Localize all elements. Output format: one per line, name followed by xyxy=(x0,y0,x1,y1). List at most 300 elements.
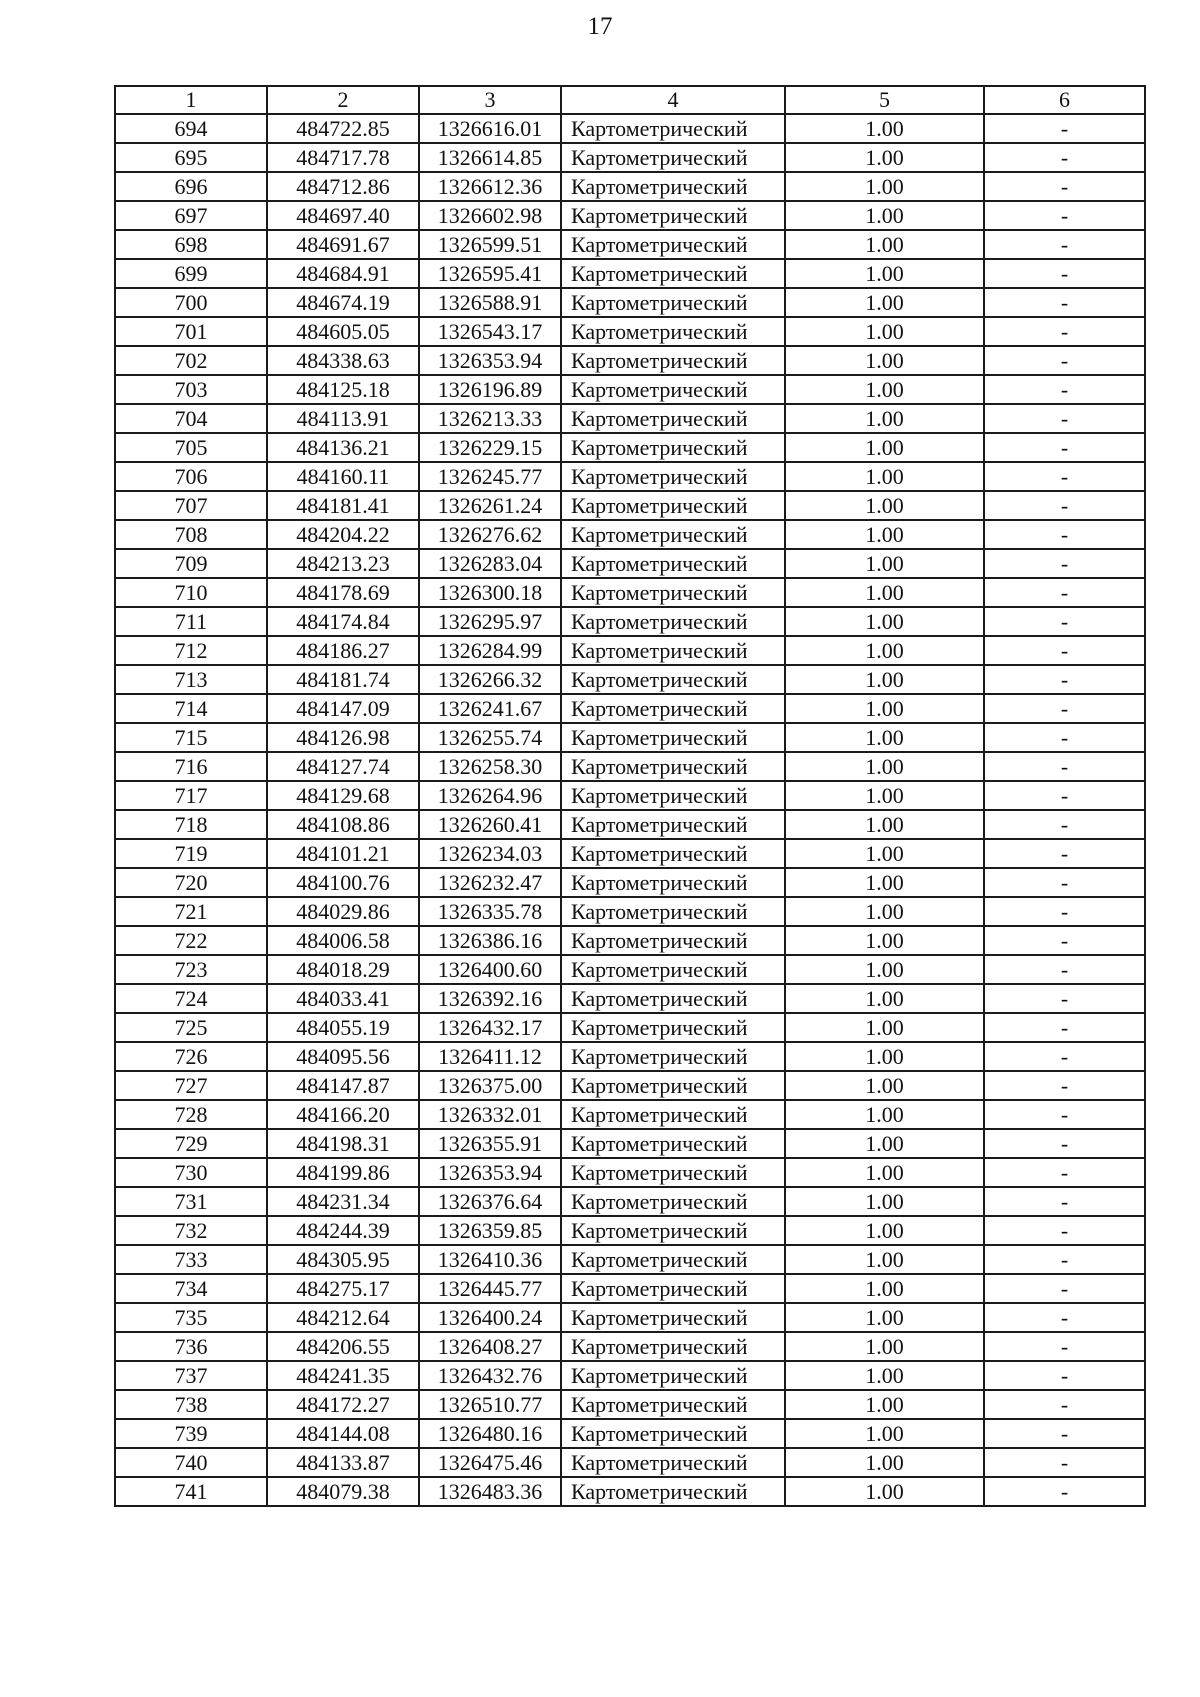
method-cell: Картометрический xyxy=(561,868,785,897)
x-coordinate-cell: 484244.39 xyxy=(267,1216,419,1245)
accuracy-cell: 1.00 xyxy=(785,143,984,172)
y-coordinate-cell: 1326392.16 xyxy=(419,984,561,1013)
y-coordinate-cell: 1326612.36 xyxy=(419,172,561,201)
note-cell: - xyxy=(984,1158,1145,1187)
method-cell: Картометрический xyxy=(561,636,785,665)
note-cell: - xyxy=(984,1129,1145,1158)
method-cell: Картометрический xyxy=(561,433,785,462)
method-cell: Картометрический xyxy=(561,462,785,491)
point-number-cell: 740 xyxy=(115,1448,267,1477)
method-cell: Картометрический xyxy=(561,520,785,549)
note-cell: - xyxy=(984,665,1145,694)
point-number-cell: 736 xyxy=(115,1332,267,1361)
x-coordinate-cell: 484241.35 xyxy=(267,1361,419,1390)
x-coordinate-cell: 484055.19 xyxy=(267,1013,419,1042)
x-coordinate-cell: 484206.55 xyxy=(267,1332,419,1361)
note-cell: - xyxy=(984,1303,1145,1332)
accuracy-cell: 1.00 xyxy=(785,1013,984,1042)
method-cell: Картометрический xyxy=(561,230,785,259)
method-cell: Картометрический xyxy=(561,172,785,201)
y-coordinate-cell: 1326353.94 xyxy=(419,1158,561,1187)
table-row xyxy=(115,433,1145,462)
table-row xyxy=(115,1013,1145,1042)
y-coordinate-cell: 1326353.94 xyxy=(419,346,561,375)
accuracy-cell: 1.00 xyxy=(785,1100,984,1129)
method-cell: Картометрический xyxy=(561,259,785,288)
x-coordinate-cell: 484275.17 xyxy=(267,1274,419,1303)
table-row xyxy=(115,839,1145,868)
x-coordinate-cell: 484684.91 xyxy=(267,259,419,288)
method-cell: Картометрический xyxy=(561,926,785,955)
table-row xyxy=(115,1158,1145,1187)
method-cell: Картометрический xyxy=(561,694,785,723)
point-number-cell: 731 xyxy=(115,1187,267,1216)
note-cell: - xyxy=(984,868,1145,897)
table-row xyxy=(115,984,1145,1013)
point-number-cell: 718 xyxy=(115,810,267,839)
point-number-cell: 695 xyxy=(115,143,267,172)
note-cell: - xyxy=(984,201,1145,230)
point-number-cell: 738 xyxy=(115,1390,267,1419)
x-coordinate-cell: 484186.27 xyxy=(267,636,419,665)
accuracy-cell: 1.00 xyxy=(785,839,984,868)
point-number-cell: 733 xyxy=(115,1245,267,1274)
x-coordinate-cell: 484136.21 xyxy=(267,433,419,462)
accuracy-cell: 1.00 xyxy=(785,404,984,433)
x-coordinate-cell: 484160.11 xyxy=(267,462,419,491)
x-coordinate-cell: 484079.38 xyxy=(267,1477,419,1506)
note-cell: - xyxy=(984,781,1145,810)
accuracy-cell: 1.00 xyxy=(785,288,984,317)
table-row xyxy=(115,1071,1145,1100)
note-cell: - xyxy=(984,607,1145,636)
accuracy-cell: 1.00 xyxy=(785,1158,984,1187)
table-row xyxy=(115,259,1145,288)
y-coordinate-cell: 1326543.17 xyxy=(419,317,561,346)
method-cell: Картометрический xyxy=(561,781,785,810)
table-row xyxy=(115,317,1145,346)
x-coordinate-cell: 484605.05 xyxy=(267,317,419,346)
method-cell: Картометрический xyxy=(561,578,785,607)
y-coordinate-cell: 1326284.99 xyxy=(419,636,561,665)
y-coordinate-cell: 1326245.77 xyxy=(419,462,561,491)
x-coordinate-cell: 484108.86 xyxy=(267,810,419,839)
table-row xyxy=(115,1187,1145,1216)
point-number-cell: 723 xyxy=(115,955,267,984)
x-coordinate-cell: 484147.09 xyxy=(267,694,419,723)
note-cell: - xyxy=(984,288,1145,317)
table-row xyxy=(115,897,1145,926)
method-cell: Картометрический xyxy=(561,288,785,317)
point-number-cell: 732 xyxy=(115,1216,267,1245)
y-coordinate-cell: 1326475.46 xyxy=(419,1448,561,1477)
table-row xyxy=(115,288,1145,317)
x-coordinate-cell: 484213.23 xyxy=(267,549,419,578)
x-coordinate-cell: 484178.69 xyxy=(267,578,419,607)
note-cell: - xyxy=(984,578,1145,607)
table-row xyxy=(115,1303,1145,1332)
point-number-cell: 726 xyxy=(115,1042,267,1071)
method-cell: Картометрический xyxy=(561,752,785,781)
table-row xyxy=(115,868,1145,897)
note-cell: - xyxy=(984,433,1145,462)
method-cell: Картометрический xyxy=(561,1361,785,1390)
note-cell: - xyxy=(984,1013,1145,1042)
table-row xyxy=(115,636,1145,665)
note-cell: - xyxy=(984,259,1145,288)
note-cell: - xyxy=(984,404,1145,433)
method-cell: Картометрический xyxy=(561,1216,785,1245)
y-coordinate-cell: 1326510.77 xyxy=(419,1390,561,1419)
accuracy-cell: 1.00 xyxy=(785,1448,984,1477)
table-row xyxy=(115,781,1145,810)
point-number-cell: 739 xyxy=(115,1419,267,1448)
note-cell: - xyxy=(984,230,1145,259)
accuracy-cell: 1.00 xyxy=(785,897,984,926)
note-cell: - xyxy=(984,462,1145,491)
table-row xyxy=(115,607,1145,636)
accuracy-cell: 1.00 xyxy=(785,868,984,897)
accuracy-cell: 1.00 xyxy=(785,723,984,752)
accuracy-cell: 1.00 xyxy=(785,955,984,984)
point-number-cell: 702 xyxy=(115,346,267,375)
table-row xyxy=(115,1419,1145,1448)
method-cell: Картометрический xyxy=(561,810,785,839)
table-row xyxy=(115,665,1145,694)
y-coordinate-cell: 1326410.36 xyxy=(419,1245,561,1274)
table-row xyxy=(115,1100,1145,1129)
point-number-cell: 699 xyxy=(115,259,267,288)
x-coordinate-cell: 484674.19 xyxy=(267,288,419,317)
note-cell: - xyxy=(984,1100,1145,1129)
x-coordinate-cell: 484127.74 xyxy=(267,752,419,781)
method-cell: Картометрический xyxy=(561,143,785,172)
method-cell: Картометрический xyxy=(561,1071,785,1100)
table-row xyxy=(115,926,1145,955)
point-number-cell: 721 xyxy=(115,897,267,926)
point-number-cell: 707 xyxy=(115,491,267,520)
note-cell: - xyxy=(984,839,1145,868)
point-number-cell: 694 xyxy=(115,114,267,143)
method-cell: Картометрический xyxy=(561,607,785,636)
point-number-cell: 701 xyxy=(115,317,267,346)
method-cell: Картометрический xyxy=(561,723,785,752)
accuracy-cell: 1.00 xyxy=(785,1274,984,1303)
method-cell: Картометрический xyxy=(561,549,785,578)
method-cell: Картометрический xyxy=(561,665,785,694)
method-cell: Картометрический xyxy=(561,404,785,433)
point-number-cell: 734 xyxy=(115,1274,267,1303)
y-coordinate-cell: 1326300.18 xyxy=(419,578,561,607)
x-coordinate-cell: 484722.85 xyxy=(267,114,419,143)
note-cell: - xyxy=(984,1216,1145,1245)
accuracy-cell: 1.00 xyxy=(785,1071,984,1100)
point-number-cell: 717 xyxy=(115,781,267,810)
note-cell: - xyxy=(984,549,1145,578)
accuracy-cell: 1.00 xyxy=(785,172,984,201)
y-coordinate-cell: 1326266.32 xyxy=(419,665,561,694)
y-coordinate-cell: 1326400.60 xyxy=(419,955,561,984)
note-cell: - xyxy=(984,317,1145,346)
method-cell: Картометрический xyxy=(561,114,785,143)
note-cell: - xyxy=(984,1361,1145,1390)
x-coordinate-cell: 484006.58 xyxy=(267,926,419,955)
x-coordinate-cell: 484033.41 xyxy=(267,984,419,1013)
note-cell: - xyxy=(984,1042,1145,1071)
accuracy-cell: 1.00 xyxy=(785,752,984,781)
accuracy-cell: 1.00 xyxy=(785,114,984,143)
accuracy-cell: 1.00 xyxy=(785,636,984,665)
table-row xyxy=(115,1274,1145,1303)
accuracy-cell: 1.00 xyxy=(785,201,984,230)
point-number-cell: 708 xyxy=(115,520,267,549)
y-coordinate-cell: 1326258.30 xyxy=(419,752,561,781)
method-cell: Картометрический xyxy=(561,201,785,230)
method-cell: Картометрический xyxy=(561,1100,785,1129)
table-row xyxy=(115,520,1145,549)
table-row xyxy=(115,462,1145,491)
accuracy-cell: 1.00 xyxy=(785,1216,984,1245)
y-coordinate-cell: 1326375.00 xyxy=(419,1071,561,1100)
note-cell: - xyxy=(984,1477,1145,1506)
column-header-5: 5 xyxy=(785,86,984,114)
column-header-2: 2 xyxy=(267,86,419,114)
table-row xyxy=(115,1042,1145,1071)
x-coordinate-cell: 484129.68 xyxy=(267,781,419,810)
accuracy-cell: 1.00 xyxy=(785,578,984,607)
accuracy-cell: 1.00 xyxy=(785,520,984,549)
method-cell: Картометрический xyxy=(561,317,785,346)
accuracy-cell: 1.00 xyxy=(785,926,984,955)
accuracy-cell: 1.00 xyxy=(785,984,984,1013)
point-number-cell: 715 xyxy=(115,723,267,752)
point-number-cell: 706 xyxy=(115,462,267,491)
accuracy-cell: 1.00 xyxy=(785,1390,984,1419)
method-cell: Картометрический xyxy=(561,1477,785,1506)
accuracy-cell: 1.00 xyxy=(785,1042,984,1071)
y-coordinate-cell: 1326260.41 xyxy=(419,810,561,839)
accuracy-cell: 1.00 xyxy=(785,1303,984,1332)
point-number-cell: 704 xyxy=(115,404,267,433)
note-cell: - xyxy=(984,1448,1145,1477)
x-coordinate-cell: 484144.08 xyxy=(267,1419,419,1448)
note-cell: - xyxy=(984,810,1145,839)
table-row xyxy=(115,1390,1145,1419)
note-cell: - xyxy=(984,1419,1145,1448)
point-number-cell: 698 xyxy=(115,230,267,259)
note-cell: - xyxy=(984,955,1145,984)
y-coordinate-cell: 1326408.27 xyxy=(419,1332,561,1361)
note-cell: - xyxy=(984,520,1145,549)
table-row xyxy=(115,1361,1145,1390)
x-coordinate-cell: 484147.87 xyxy=(267,1071,419,1100)
note-cell: - xyxy=(984,1071,1145,1100)
table-row xyxy=(115,143,1145,172)
accuracy-cell: 1.00 xyxy=(785,346,984,375)
y-coordinate-cell: 1326261.24 xyxy=(419,491,561,520)
accuracy-cell: 1.00 xyxy=(785,1419,984,1448)
table-row xyxy=(115,346,1145,375)
point-number-cell: 712 xyxy=(115,636,267,665)
y-coordinate-cell: 1326588.91 xyxy=(419,288,561,317)
x-coordinate-cell: 484204.22 xyxy=(267,520,419,549)
table-row xyxy=(115,752,1145,781)
x-coordinate-cell: 484095.56 xyxy=(267,1042,419,1071)
table-body xyxy=(115,114,1145,1506)
table-row xyxy=(115,230,1145,259)
note-cell: - xyxy=(984,143,1145,172)
accuracy-cell: 1.00 xyxy=(785,317,984,346)
note-cell: - xyxy=(984,1187,1145,1216)
accuracy-cell: 1.00 xyxy=(785,1332,984,1361)
column-header-6: 6 xyxy=(984,86,1145,114)
y-coordinate-cell: 1326602.98 xyxy=(419,201,561,230)
point-number-cell: 709 xyxy=(115,549,267,578)
coordinates-table xyxy=(114,85,1146,1507)
table-row xyxy=(115,955,1145,984)
accuracy-cell: 1.00 xyxy=(785,1361,984,1390)
note-cell: - xyxy=(984,984,1145,1013)
y-coordinate-cell: 1326213.33 xyxy=(419,404,561,433)
point-number-cell: 724 xyxy=(115,984,267,1013)
accuracy-cell: 1.00 xyxy=(785,607,984,636)
x-coordinate-cell: 484198.31 xyxy=(267,1129,419,1158)
point-number-cell: 696 xyxy=(115,172,267,201)
table-row xyxy=(115,201,1145,230)
method-cell: Картометрический xyxy=(561,1274,785,1303)
method-cell: Картометрический xyxy=(561,1390,785,1419)
point-number-cell: 728 xyxy=(115,1100,267,1129)
y-coordinate-cell: 1326264.96 xyxy=(419,781,561,810)
table-header-row xyxy=(115,86,1145,114)
table-row xyxy=(115,694,1145,723)
method-cell: Картометрический xyxy=(561,955,785,984)
x-coordinate-cell: 484717.78 xyxy=(267,143,419,172)
y-coordinate-cell: 1326480.16 xyxy=(419,1419,561,1448)
point-number-cell: 714 xyxy=(115,694,267,723)
method-cell: Картометрический xyxy=(561,1245,785,1274)
table-row xyxy=(115,549,1145,578)
method-cell: Картометрический xyxy=(561,1448,785,1477)
point-number-cell: 716 xyxy=(115,752,267,781)
point-number-cell: 729 xyxy=(115,1129,267,1158)
point-number-cell: 719 xyxy=(115,839,267,868)
point-number-cell: 725 xyxy=(115,1013,267,1042)
method-cell: Картометрический xyxy=(561,1158,785,1187)
table-row xyxy=(115,1245,1145,1274)
accuracy-cell: 1.00 xyxy=(785,462,984,491)
note-cell: - xyxy=(984,491,1145,520)
table-row xyxy=(115,1332,1145,1361)
method-cell: Картометрический xyxy=(561,1129,785,1158)
y-coordinate-cell: 1326432.17 xyxy=(419,1013,561,1042)
x-coordinate-cell: 484133.87 xyxy=(267,1448,419,1477)
y-coordinate-cell: 1326229.15 xyxy=(419,433,561,462)
y-coordinate-cell: 1326241.67 xyxy=(419,694,561,723)
note-cell: - xyxy=(984,1390,1145,1419)
table-row xyxy=(115,1216,1145,1245)
accuracy-cell: 1.00 xyxy=(785,230,984,259)
point-number-cell: 700 xyxy=(115,288,267,317)
x-coordinate-cell: 484166.20 xyxy=(267,1100,419,1129)
method-cell: Картометрический xyxy=(561,897,785,926)
x-coordinate-cell: 484101.21 xyxy=(267,839,419,868)
y-coordinate-cell: 1326599.51 xyxy=(419,230,561,259)
y-coordinate-cell: 1326616.01 xyxy=(419,114,561,143)
y-coordinate-cell: 1326483.36 xyxy=(419,1477,561,1506)
accuracy-cell: 1.00 xyxy=(785,694,984,723)
table-row xyxy=(115,491,1145,520)
y-coordinate-cell: 1326411.12 xyxy=(419,1042,561,1071)
x-coordinate-cell: 484100.76 xyxy=(267,868,419,897)
point-number-cell: 697 xyxy=(115,201,267,230)
method-cell: Картометрический xyxy=(561,1303,785,1332)
x-coordinate-cell: 484199.86 xyxy=(267,1158,419,1187)
x-coordinate-cell: 484113.91 xyxy=(267,404,419,433)
x-coordinate-cell: 484712.86 xyxy=(267,172,419,201)
y-coordinate-cell: 1326614.85 xyxy=(419,143,561,172)
table-row xyxy=(115,375,1145,404)
accuracy-cell: 1.00 xyxy=(785,375,984,404)
x-coordinate-cell: 484172.27 xyxy=(267,1390,419,1419)
y-coordinate-cell: 1326196.89 xyxy=(419,375,561,404)
accuracy-cell: 1.00 xyxy=(785,549,984,578)
note-cell: - xyxy=(984,926,1145,955)
point-number-cell: 737 xyxy=(115,1361,267,1390)
accuracy-cell: 1.00 xyxy=(785,1245,984,1274)
method-cell: Картометрический xyxy=(561,1187,785,1216)
point-number-cell: 722 xyxy=(115,926,267,955)
x-coordinate-cell: 484181.41 xyxy=(267,491,419,520)
note-cell: - xyxy=(984,1245,1145,1274)
note-cell: - xyxy=(984,694,1145,723)
method-cell: Картометрический xyxy=(561,839,785,868)
y-coordinate-cell: 1326359.85 xyxy=(419,1216,561,1245)
column-header-3: 3 xyxy=(419,86,561,114)
method-cell: Картометрический xyxy=(561,1042,785,1071)
method-cell: Картометрический xyxy=(561,346,785,375)
y-coordinate-cell: 1326432.76 xyxy=(419,1361,561,1390)
x-coordinate-cell: 484174.84 xyxy=(267,607,419,636)
note-cell: - xyxy=(984,375,1145,404)
note-cell: - xyxy=(984,752,1145,781)
accuracy-cell: 1.00 xyxy=(785,433,984,462)
y-coordinate-cell: 1326276.62 xyxy=(419,520,561,549)
accuracy-cell: 1.00 xyxy=(785,1129,984,1158)
y-coordinate-cell: 1326232.47 xyxy=(419,868,561,897)
y-coordinate-cell: 1326595.41 xyxy=(419,259,561,288)
note-cell: - xyxy=(984,636,1145,665)
y-coordinate-cell: 1326234.03 xyxy=(419,839,561,868)
method-cell: Картометрический xyxy=(561,375,785,404)
point-number-cell: 735 xyxy=(115,1303,267,1332)
point-number-cell: 711 xyxy=(115,607,267,636)
point-number-cell: 720 xyxy=(115,868,267,897)
page-number: 17 xyxy=(587,13,613,40)
accuracy-cell: 1.00 xyxy=(785,259,984,288)
point-number-cell: 710 xyxy=(115,578,267,607)
y-coordinate-cell: 1326386.16 xyxy=(419,926,561,955)
point-number-cell: 727 xyxy=(115,1071,267,1100)
x-coordinate-cell: 484126.98 xyxy=(267,723,419,752)
table-row xyxy=(115,1129,1145,1158)
x-coordinate-cell: 484338.63 xyxy=(267,346,419,375)
accuracy-cell: 1.00 xyxy=(785,1477,984,1506)
x-coordinate-cell: 484212.64 xyxy=(267,1303,419,1332)
x-coordinate-cell: 484231.34 xyxy=(267,1187,419,1216)
y-coordinate-cell: 1326445.77 xyxy=(419,1274,561,1303)
table-row xyxy=(115,172,1145,201)
